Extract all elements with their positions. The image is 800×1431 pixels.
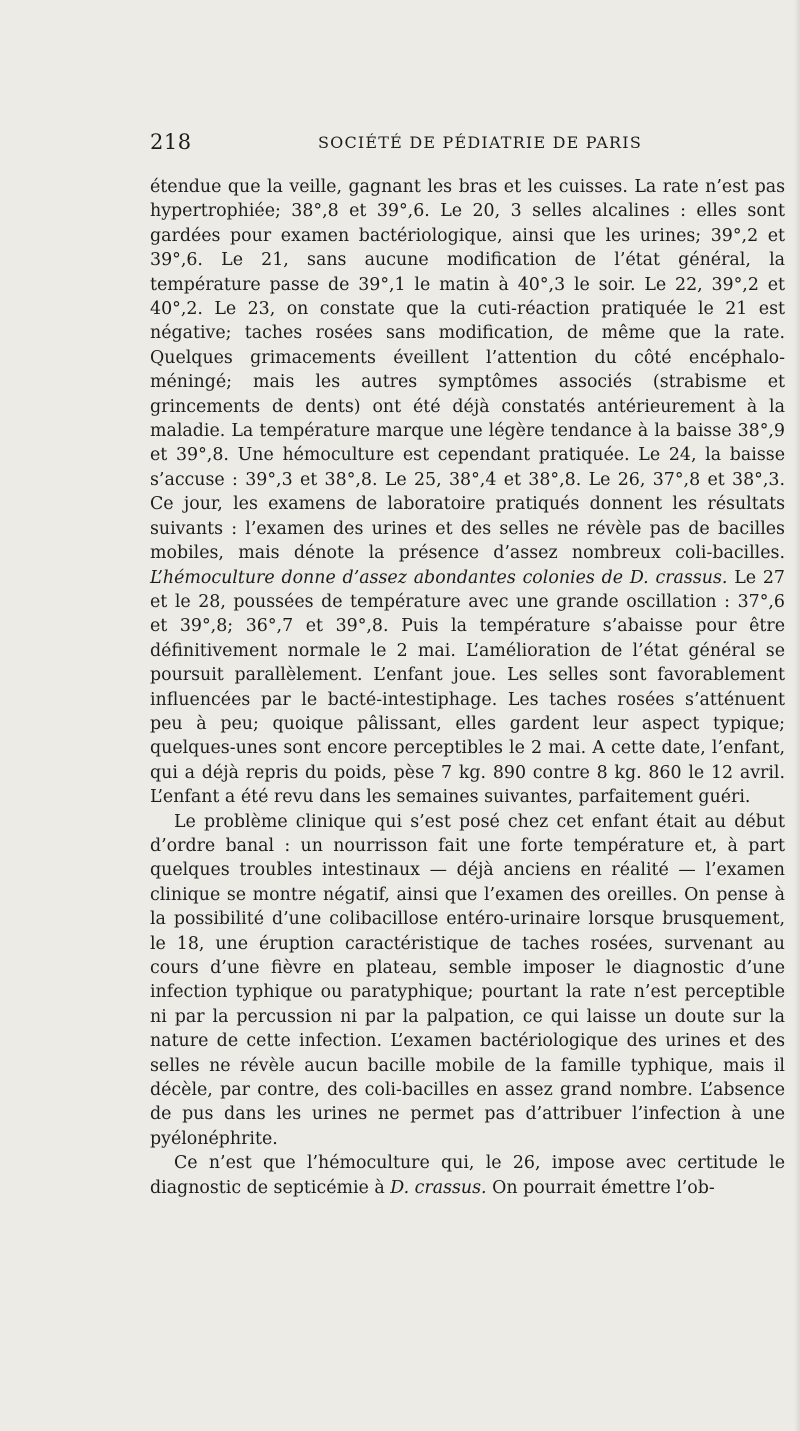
page-number: 218 [150,130,192,154]
paragraph-diagnosis [150,1151,785,1200]
page-header [150,130,642,160]
paragraph-text: étendue que la veille, gagnant les bras et les cuisses. La rate n’est pas hypertrophiée; 38°,8 et 39°,6. Le 20, 3 selles alcalines : elles sont gardées pour examen bactériologique, ainsi que les urines; 39°,2 et 39°,6. Le 21, sans aucune modification de l’état général, la température passe de 39°,1 le matin à 40°,3 le soir. Le 22, 39°,2 et 40°,2. Le 23, on constate que la cuti-réaction pratiquée le 21 est négative; taches rosées sans modification, de même que la rate. Quelques grimacements éveillent l’attention du côté encéphalo-méningé; mais les autres symptômes associés (strabisme et grincements de dents) ont été déjà constatés antérieurement à la maladie. La température marque une légère tendance à la baisse 38°,9 et 39°,8. Une hémoculture est cependant pratiquée. Le 24, la baisse s’accuse : 39°,3 et 38°,8. Le 25, 38°,4 et 38°,8. Le 26, 37°,8 et 38°,3. Ce jour, les examens de laboratoire pratiqués donnent les résultats suivants : l’examen des urines et des selles ne révèle pas de bacilles mobiles, mais dénote la présence d’assez nombreux coli-bacilles. [150,177,785,564]
paragraph-text: On pourrait émettre l’ob- [486,1177,715,1198]
paragraph-text: Ce n’est que l’hémoculture qui, le 26, impose avec certitude le diagnostic de septicémie à [150,1153,785,1198]
italic-hemoculture-result: L’hémoculture donne d’assez abondantes colonies de D. crassus. [150,567,728,588]
italic-species-name: D. crassus. [390,1177,487,1198]
paragraph-text: Le problème clinique qui s’est posé chez cet enfant était au début d’ordre banal : un nourrisson fait une forte température et, à part quelques troubles intestinaux — déjà anciens en réalité — l’examen clinique se montre négatif, ainsi que l’examen des oreilles. On pense à la possibilité d’une colibacillose entéro-urinaire lorsque brusquement, le 18, une éruption caractéristique de taches rosées, survenant au cours d’une fièvre en plateau, semble imposer le diagnostic d’une infection typhique ou paratyphique; pourtant la rate n’est perceptible ni par la percussion ni par la palpation, ce qui laisse un doute sur la nature de cette infection. L’examen bactériologique des urines et des selles ne révèle aucun bacille mobile de la famille typhique, mais il décèle, par contre, des coli-bacilles en assez grand nombre. L’absence de pus dans les urines ne permet pas d’attribuer l’infection à une pyélonéphrite. [150,811,785,1149]
paragraph-clinical-problem [150,810,785,1152]
running-title: SOCIÉTÉ DE PÉDIATRIE DE PARIS [317,133,642,152]
page-edge-shadow [794,0,800,1431]
body-text [150,175,785,1200]
paragraph-text: Le 27 et le 28, poussées de température avec une grande oscillation : 37°,6 et 39°,8; 36°,7 et 39°,8. Puis la température s’abaisse pour être définitivement normale le 2 mai. L’amélioration de l’état général se poursuit parallèlement. L’enfant joue. Les selles sont favorablement influencées par le bacté-intestiphage. Les taches rosées s’atténuent peu à peu; quoique pâlissant, elles gardent leur aspect typique; quelques-unes sont encore perceptibles le 2 mai. A cette date, l’enfant, qui a déjà repris du poids, pèse 7 kg. 890 contre 8 kg. 860 le 12 avril. L’enfant a été revu dans les semaines suivantes, parfaitement guéri. [150,567,785,808]
paragraph-case-continuation [150,175,785,810]
